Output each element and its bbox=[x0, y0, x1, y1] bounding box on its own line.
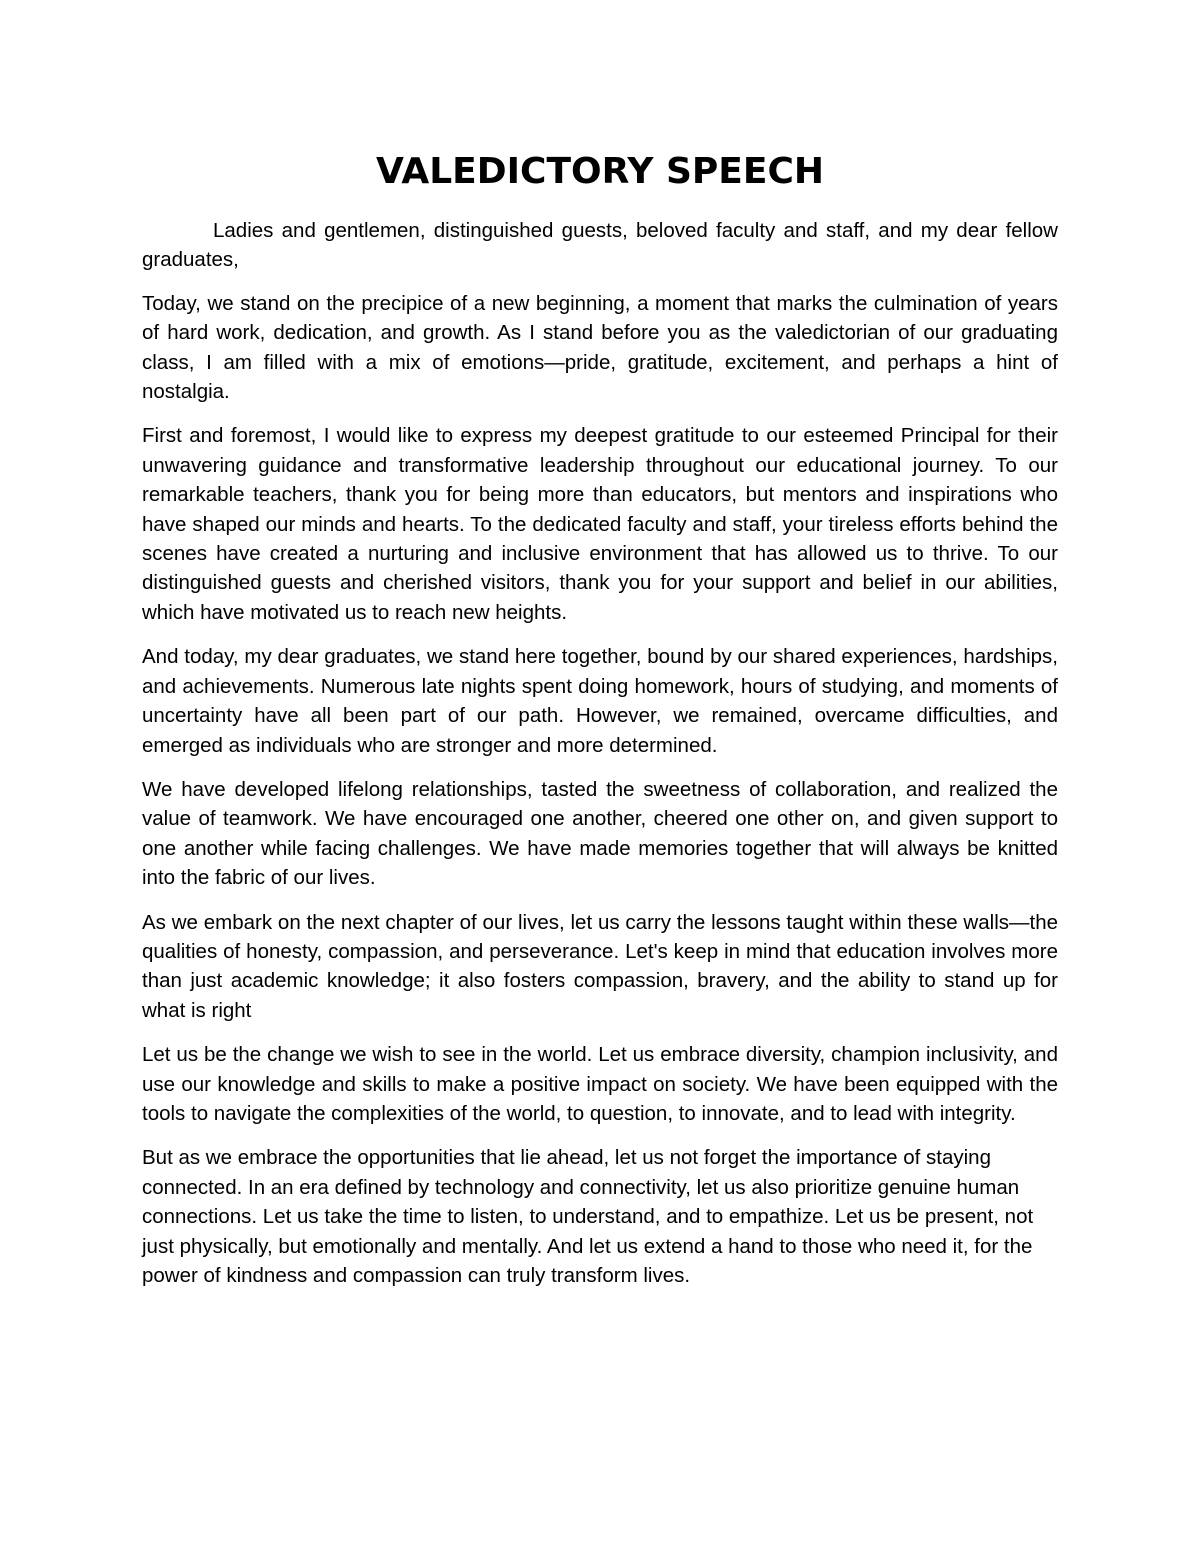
paragraph: First and foremost, I would like to express my deepest gratitude to our esteemed Principal for their unwavering guidance and transformative leadership throughout our educational journey. To our remarkable teachers, thank you for being more than educators, but mentors and inspirations who have shaped our minds and hearts. To the dedicated faculty and staff, your tireless efforts behind the scenes have created a nurturing and inclusive environment that has allowed us to thrive. To our distinguished guests and cherished visitors, thank you for your support and belief in our abilities, which have motivated us to reach new heights. bbox=[142, 424, 1058, 624]
document-title: VALEDICTORY SPEECH bbox=[375, 151, 825, 192]
paragraph: We have developed lifelong relationships, tasted the sweetness of collaboration, and realized the value of teamwork. We have encouraged one another, cheered one other on, and given support to one another while facing challenges. We have made memories together that will always be knitted into the fabric of our lives. bbox=[142, 777, 1058, 890]
paragraph: Let us be the change we wish to see in the world. Let us embrace diversity, champion inclusivity, and use our knowledge and skills to make a positive impact on society. We have been equipped with the tools to navigate the complexities of the world, to question, to innovate, and to lead with integrity. bbox=[142, 1043, 1058, 1125]
paragraph: And today, my dear graduates, we stand here together, bound by our shared experiences, hardships, and achievements. Numerous late nights spent doing homework, hours of studying, and moments of uncertainty have all been part of our path. However, we remained, overcame difficulties, and emerged as individuals who are stronger and more determined. bbox=[142, 645, 1058, 757]
paragraph: Today, we stand on the precipice of a new beginning, a moment that marks the culmination of years of hard work, dedication, and growth. As I stand before you as the valedictorian of our graduating class, I am filled with a mix of emotions—pride, gratitude, excitement, and perhaps a hint of nostalgia. bbox=[142, 291, 1058, 404]
paragraph: As we embark on the next chapter of our lives, let us carry the lessons taught within these walls—the qualities of honesty, compassion, and perseverance. Let's keep in mind that education involves more than just academic knowledge; it also fosters compassion, bravery, and the ability to stand up for what is right bbox=[142, 910, 1058, 1022]
paragraph: But as we embrace the opportunities that lie ahead, let us not forget the importance of staying connected. In an era defined by technology and connectivity, let us also prioritize genuine human connections. Let us take the time to listen, to understand, and to empathize. Let us be present, not just physically, but emotionally and mentally. And let us extend a hand to those who need it, for the power of kindness and compassion can truly transform lives. bbox=[142, 1146, 1034, 1287]
paragraph-salutation: Ladies and gentlemen, distinguished guests, beloved faculty and staff, and my dear fellow graduates, bbox=[142, 219, 1058, 272]
